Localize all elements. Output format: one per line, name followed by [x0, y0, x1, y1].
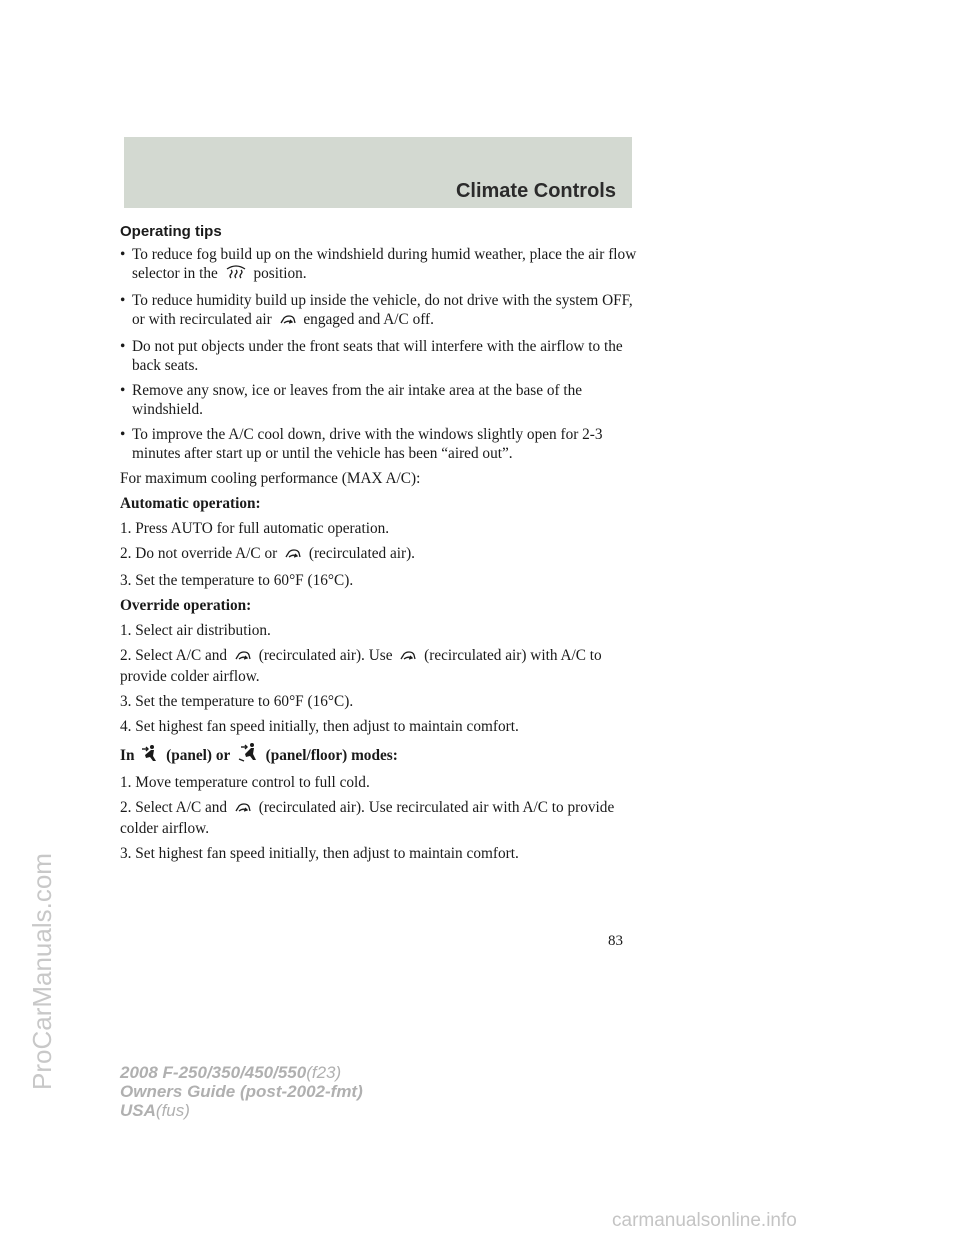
max-cooling-intro: For maximum cooling performance (MAX A/C): [120, 470, 421, 487]
list-item: • To reduce fog build up on the windshield during humid weather, place the air flow selector in the position. [120, 245, 640, 285]
override-operation-heading: Override operation: [120, 597, 252, 614]
recirculated-air-icon [284, 546, 302, 565]
section-title: Climate Controls [455, 180, 616, 202]
document-footer [120, 1063, 363, 1120]
list-item: • To improve the A/C cool down, drive with the windows slightly open for 2-3 minutes after start up or until the vehicle has been “aired out”. [120, 425, 640, 463]
override-step-1: 1. Select air distribution. [120, 622, 271, 639]
operating-tips-list [120, 245, 640, 463]
defrost-icon [225, 264, 247, 285]
recirculated-air-icon [279, 312, 297, 331]
panel-mode-icon [141, 744, 159, 767]
list-item: • Remove any snow, ice or leaves from the air intake area at the base of the windshield. [120, 381, 640, 419]
panel-modes-step-2: 2. Select A/C and (recirculated air). Use recirculated air with A/C to provide colder airflow. [120, 799, 615, 837]
panel-modes-step-3: 3. Set highest fan speed initially, then adjust to maintain comfort. [120, 845, 519, 862]
page-content [120, 222, 640, 869]
footer-line-3: USA(fus) [120, 1101, 190, 1120]
automatic-operation-heading: Automatic operation: [120, 495, 261, 512]
list-item: • To reduce humidity build up inside the vehicle, do not drive with the system OFF, or with recirculated air engaged and A/C off. [120, 291, 640, 331]
bottom-watermark: carmanualsonline.info [612, 1210, 797, 1231]
override-step-4: 4. Set highest fan speed initially, then adjust to maintain comfort. [120, 718, 519, 735]
automatic-step-2: 2. Do not override A/C or (recirculated air). [120, 544, 640, 565]
side-watermark: ProCarManuals.com [27, 853, 57, 1090]
panel-modes-step-1: 1. Move temperature control to full cold. [120, 774, 370, 791]
operating-tips-heading: Operating tips [120, 223, 222, 240]
recirculated-air-icon [234, 800, 252, 819]
footer-line-2: Owners Guide (post-2002-fmt) [120, 1082, 363, 1101]
panel-floor-mode-icon [237, 742, 259, 767]
page-number: 83 [608, 933, 623, 949]
automatic-step-3: 3. Set the temperature to 60°F (16°C). [120, 572, 354, 589]
section-header-band [124, 137, 632, 208]
footer-line-1: 2008 F-250/350/450/550(f23) [120, 1063, 342, 1082]
override-step-3: 3. Set the temperature to 60°F (16°C). [120, 693, 354, 710]
recirculated-air-icon [399, 648, 417, 667]
list-item: • Do not put objects under the front seats that will interfere with the airflow to the back seats. [120, 337, 640, 375]
automatic-step-1: 1. Press AUTO for full automatic operation. [120, 520, 390, 537]
panel-modes-heading: In (panel) or (panel/floor) modes: [120, 742, 640, 767]
recirculated-air-icon [234, 648, 252, 667]
override-step-2: 2. Select A/C and (recirculated air). Use (recirculated air) with A/C to provide colder airflow. [120, 647, 602, 685]
